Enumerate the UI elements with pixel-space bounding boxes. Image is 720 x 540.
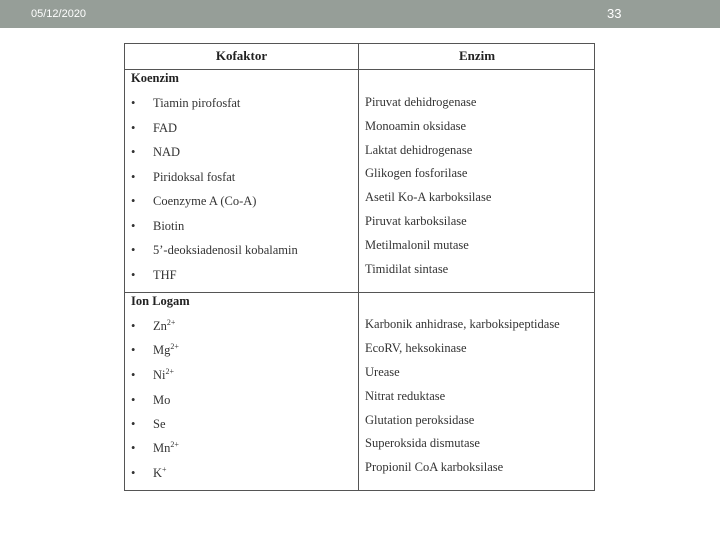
table-row-kofaktor: • $Mg^{2+}$ [131, 342, 179, 358]
table-row-kofaktor: • Biotin [131, 219, 185, 233]
section-divider [125, 292, 594, 293]
table-row-enzim: Nitrat reduktase [365, 389, 446, 403]
table-row-enzim: Glikogen fosforilase [365, 166, 468, 180]
table-row-enzim: Piruvat dehidrogenase [365, 95, 477, 109]
table-row-enzim: Karbonik anhidrase, karboksipeptidase [365, 317, 560, 331]
header-divider [125, 69, 594, 70]
table-row-enzim: Monoamin oksidase [365, 119, 467, 133]
table-row-kofaktor: • K+ [131, 465, 167, 481]
table-row-enzim: Propionil CoA karboksilase [365, 460, 504, 474]
table-row-enzim: Glutation peroksidase [365, 413, 475, 427]
table-row-kofaktor: • THF [131, 268, 177, 282]
table-row-kofaktor: • Mo [131, 393, 171, 408]
table-row-kofaktor: • Piridoksal fosfat [131, 170, 236, 184]
table-row-kofaktor: • NAD [131, 145, 181, 159]
section-title-koenzim: Koenzim [131, 71, 179, 85]
table-row-kofaktor: • Coenzyme A (Co-A) [131, 194, 257, 208]
table-row-enzim: Timidilat sintase [365, 262, 449, 276]
table-row-enzim: Superoksida dismutase [365, 436, 480, 450]
section-title-ion-logam: Ion Logam [131, 294, 190, 308]
slide-page-number: 33 [607, 6, 622, 21]
column-header-enzim: Enzim [458, 48, 496, 63]
table-row-kofaktor: • 5’-deoksiadenosil kobalamin [131, 243, 298, 257]
table-row-enzim: Piruvat karboksilase [365, 214, 467, 228]
table-row-kofaktor: • $Ni^{2+}$ [131, 367, 175, 383]
table-row-kofaktor: • $Mn^{2+}$ [131, 440, 179, 456]
table-row-enzim: EcoRV, heksokinase [365, 341, 467, 355]
top-bar [0, 0, 720, 28]
slide-date: 05/12/2020 [31, 8, 87, 20]
table-row-kofaktor: • FAD [131, 121, 178, 135]
table-row-kofaktor: • $Zn^{2+}$ [131, 318, 176, 334]
table-row-enzim: Asetil Ko-A karboksilase [365, 190, 492, 204]
cofactor-table [124, 43, 595, 491]
table-row-kofaktor: • Tiamin pirofosfat [131, 96, 241, 110]
table-row-enzim: Urease [365, 365, 400, 379]
table-row-enzim: Laktat dehidrogenase [365, 143, 473, 157]
column-header-kofaktor: Kofaktor [215, 48, 268, 63]
table-row-kofaktor: • Se [131, 417, 166, 432]
column-divider [358, 44, 359, 490]
table-row-enzim: Metilmalonil mutase [365, 238, 469, 252]
